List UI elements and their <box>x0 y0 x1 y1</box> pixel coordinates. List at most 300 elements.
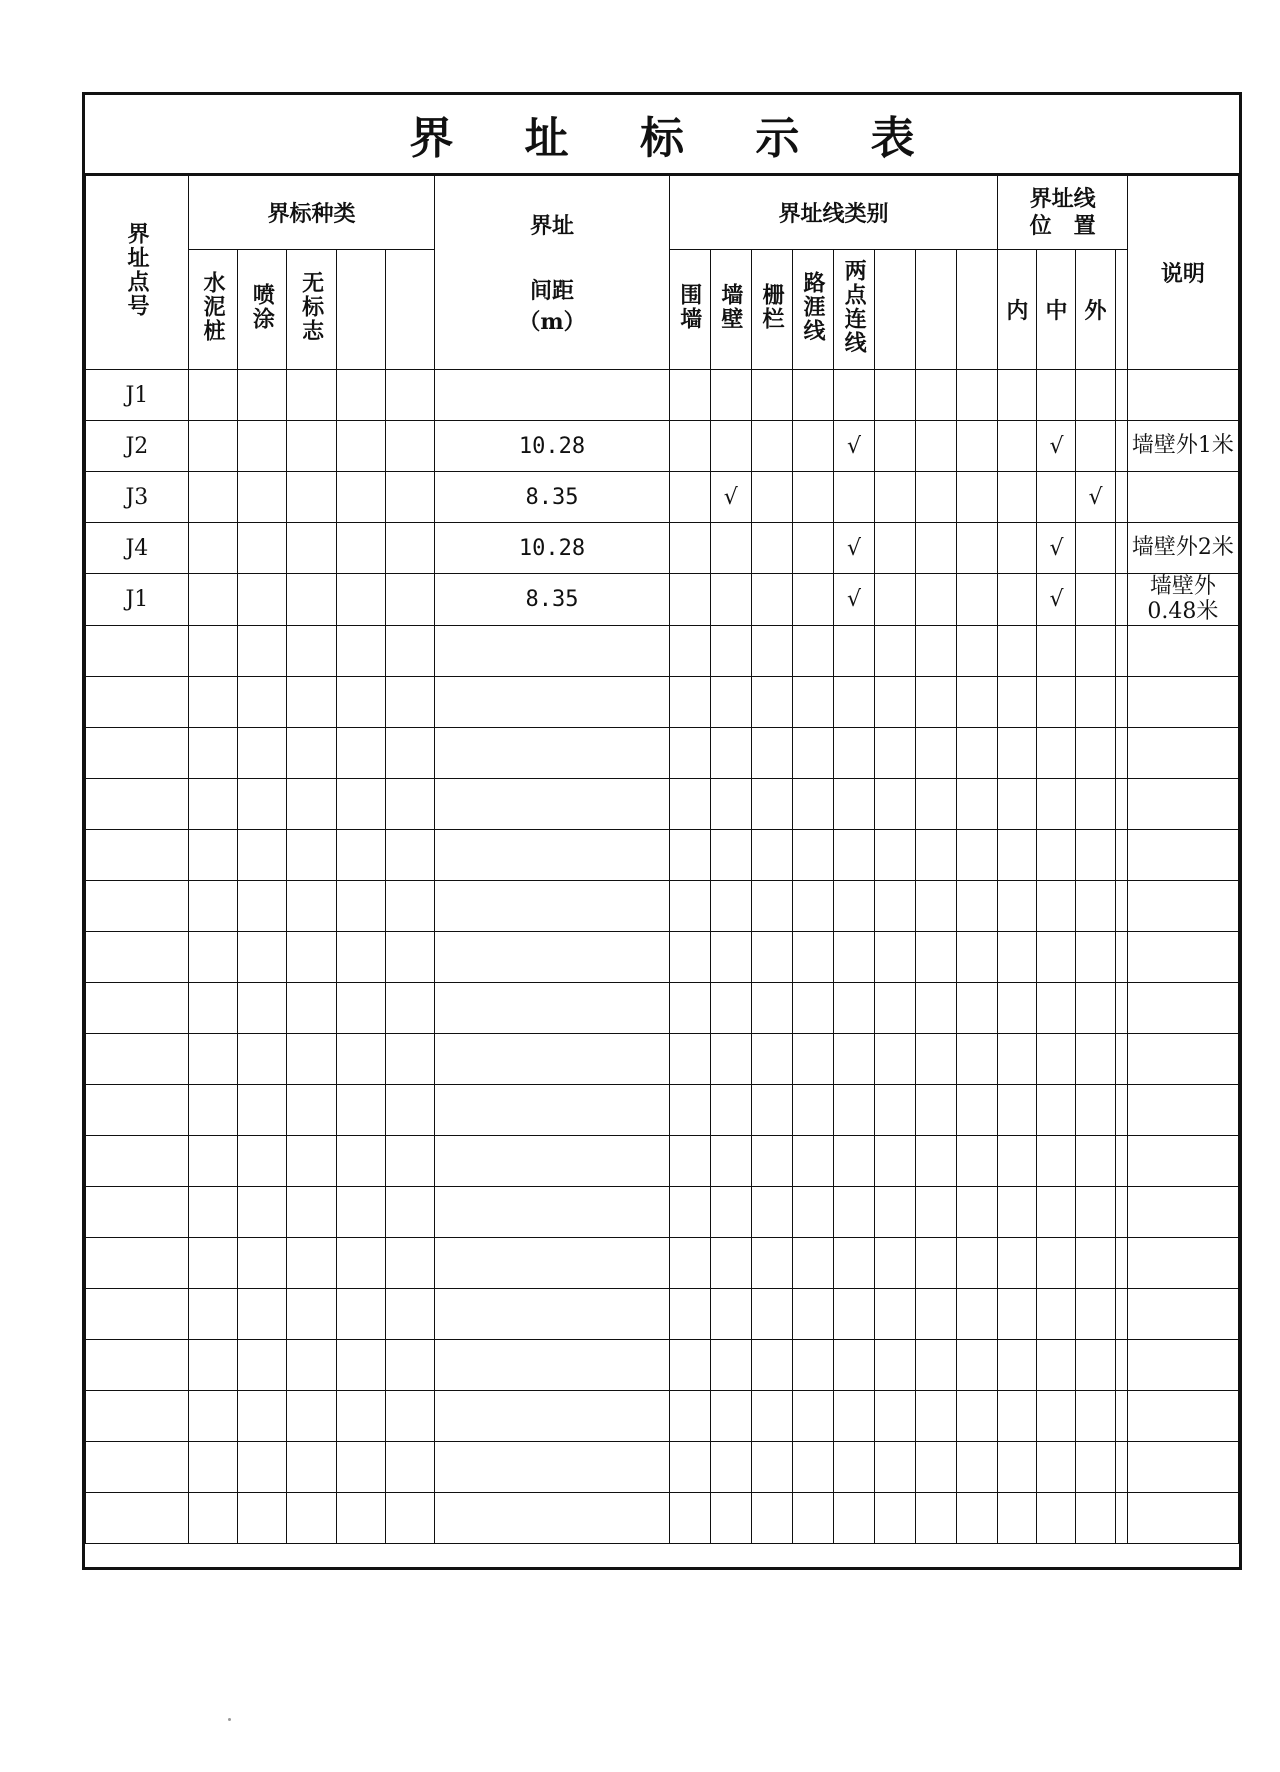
empty-cell <box>1115 880 1127 931</box>
line-type-cell <box>669 574 710 626</box>
empty-cell <box>336 1186 385 1237</box>
empty-cell <box>435 1339 669 1390</box>
empty-cell <box>916 1186 957 1237</box>
empty-cell <box>669 931 710 982</box>
empty-row <box>86 1135 1239 1186</box>
empty-cell <box>336 778 385 829</box>
empty-cell <box>435 829 669 880</box>
empty-cell <box>792 880 833 931</box>
empty-cell <box>710 1135 751 1186</box>
empty-cell <box>1115 1237 1127 1288</box>
empty-cell <box>875 1033 916 1084</box>
empty-cell <box>238 982 287 1033</box>
empty-cell <box>710 1339 751 1390</box>
empty-cell <box>957 1237 998 1288</box>
empty-cell <box>669 982 710 1033</box>
empty-cell <box>188 1390 237 1441</box>
line-type-cell <box>710 370 751 421</box>
line-type-cell <box>669 472 710 523</box>
line-type-check: √ <box>710 472 751 523</box>
empty-cell <box>875 778 916 829</box>
empty-cell <box>435 1237 669 1288</box>
empty-cell <box>188 1492 237 1543</box>
empty-cell <box>792 1390 833 1441</box>
marker-cell <box>238 370 287 421</box>
empty-cell <box>957 1390 998 1441</box>
empty-cell <box>792 931 833 982</box>
empty-cell <box>287 1339 336 1390</box>
line-type-check: √ <box>834 421 875 472</box>
empty-cell <box>386 1339 435 1390</box>
empty-row <box>86 676 1239 727</box>
empty-cell <box>1037 1288 1076 1339</box>
empty-cell <box>998 625 1037 676</box>
empty-cell <box>751 1339 792 1390</box>
empty-cell <box>792 1186 833 1237</box>
empty-cell <box>792 778 833 829</box>
empty-cell <box>1037 727 1076 778</box>
empty-cell <box>287 1237 336 1288</box>
empty-cell <box>287 1084 336 1135</box>
empty-cell <box>916 1084 957 1135</box>
empty-cell <box>1127 625 1238 676</box>
position-cell <box>1115 574 1127 626</box>
empty-cell <box>287 778 336 829</box>
empty-cell <box>957 625 998 676</box>
empty-cell <box>834 1033 875 1084</box>
position-cell <box>1037 370 1076 421</box>
empty-cell <box>1037 778 1076 829</box>
empty-cell <box>1115 625 1127 676</box>
empty-cell <box>1115 1288 1127 1339</box>
empty-cell <box>710 1237 751 1288</box>
line-type-cell <box>916 370 957 421</box>
line-type-cell <box>875 370 916 421</box>
marker-cell <box>386 370 435 421</box>
empty-cell <box>1115 1186 1127 1237</box>
empty-cell <box>238 625 287 676</box>
empty-cell <box>957 1441 998 1492</box>
point-no-cell: J3 <box>86 472 189 523</box>
empty-cell <box>336 982 385 1033</box>
empty-cell <box>86 1237 189 1288</box>
marker-cell <box>238 574 287 626</box>
empty-cell <box>669 1390 710 1441</box>
empty-cell <box>1115 1390 1127 1441</box>
empty-cell <box>1127 931 1238 982</box>
empty-cell <box>1127 1339 1238 1390</box>
empty-cell <box>1076 778 1115 829</box>
empty-cell <box>998 1033 1037 1084</box>
marker-cell <box>287 574 336 626</box>
empty-row <box>86 982 1239 1033</box>
empty-cell <box>1037 931 1076 982</box>
line-type-cell <box>875 574 916 626</box>
empty-cell <box>834 880 875 931</box>
empty-cell <box>957 727 998 778</box>
empty-cell <box>957 1033 998 1084</box>
marker-cell <box>287 472 336 523</box>
empty-cell <box>1115 982 1127 1033</box>
marker-cell <box>386 421 435 472</box>
empty-cell <box>188 1288 237 1339</box>
empty-cell <box>386 1135 435 1186</box>
marker-cell <box>386 523 435 574</box>
empty-cell <box>834 1186 875 1237</box>
empty-cell <box>435 1084 669 1135</box>
empty-cell <box>238 1033 287 1084</box>
empty-cell <box>336 1492 385 1543</box>
empty-cell <box>86 676 189 727</box>
point-no-cell: J1 <box>86 574 189 626</box>
empty-cell <box>710 778 751 829</box>
empty-cell <box>957 931 998 982</box>
empty-cell <box>238 1492 287 1543</box>
empty-cell <box>957 1135 998 1186</box>
empty-cell <box>386 1186 435 1237</box>
empty-cell <box>998 676 1037 727</box>
empty-cell <box>287 1390 336 1441</box>
marker-cell <box>188 370 237 421</box>
empty-cell <box>435 1390 669 1441</box>
position-cell <box>1076 574 1115 626</box>
empty-cell <box>336 1288 385 1339</box>
point-no-cell: J1 <box>86 370 189 421</box>
position-cell <box>1115 370 1127 421</box>
empty-cell <box>834 625 875 676</box>
header-position: 界址线位 置 <box>998 176 1127 250</box>
empty-cell <box>669 676 710 727</box>
marker-cell <box>386 574 435 626</box>
empty-cell <box>998 1084 1037 1135</box>
empty-cell <box>875 931 916 982</box>
empty-cell <box>916 931 957 982</box>
empty-cell <box>188 676 237 727</box>
empty-cell <box>710 1186 751 1237</box>
empty-cell <box>1037 1237 1076 1288</box>
empty-cell <box>834 1084 875 1135</box>
position-cell <box>998 574 1037 626</box>
empty-cell <box>669 1033 710 1084</box>
header-distance: 界址 间距 （m） <box>435 176 669 370</box>
empty-cell <box>875 1339 916 1390</box>
empty-cell <box>386 676 435 727</box>
empty-cell <box>751 1441 792 1492</box>
empty-cell <box>669 727 710 778</box>
empty-cell <box>916 1288 957 1339</box>
empty-cell <box>86 829 189 880</box>
empty-cell <box>1037 1390 1076 1441</box>
empty-cell <box>875 676 916 727</box>
empty-cell <box>834 778 875 829</box>
empty-cell <box>435 778 669 829</box>
empty-cell <box>238 1288 287 1339</box>
marker-cell <box>336 421 385 472</box>
note-cell <box>1127 370 1238 421</box>
empty-cell <box>238 1390 287 1441</box>
empty-cell <box>710 676 751 727</box>
line-type-cell <box>957 523 998 574</box>
empty-cell <box>386 1033 435 1084</box>
empty-cell <box>336 625 385 676</box>
empty-cell <box>834 1441 875 1492</box>
empty-cell <box>1037 1339 1076 1390</box>
boundary-grid <box>85 175 1239 1544</box>
empty-cell <box>188 829 237 880</box>
empty-cell <box>1127 1237 1238 1288</box>
empty-cell <box>238 1441 287 1492</box>
empty-cell <box>1127 982 1238 1033</box>
empty-cell <box>710 1492 751 1543</box>
empty-cell <box>751 1135 792 1186</box>
empty-cell <box>336 1135 385 1186</box>
scan-speck <box>228 1718 231 1721</box>
empty-cell <box>792 727 833 778</box>
empty-cell <box>1115 1033 1127 1084</box>
line-type-cell <box>751 523 792 574</box>
empty-cell <box>916 625 957 676</box>
header-marker-col: 喷涂 <box>238 250 287 370</box>
empty-cell <box>1115 727 1127 778</box>
empty-cell <box>1037 829 1076 880</box>
empty-cell <box>834 727 875 778</box>
table-row <box>86 574 1239 626</box>
empty-cell <box>1115 1135 1127 1186</box>
empty-cell <box>1115 1492 1127 1543</box>
empty-cell <box>957 1186 998 1237</box>
empty-cell <box>1127 1186 1238 1237</box>
header-line-type: 界址线类别 <box>669 176 998 250</box>
empty-cell <box>386 1390 435 1441</box>
empty-cell <box>875 982 916 1033</box>
empty-cell <box>86 1492 189 1543</box>
table-row <box>86 523 1239 574</box>
empty-cell <box>998 1135 1037 1186</box>
empty-cell <box>751 880 792 931</box>
empty-cell <box>710 1084 751 1135</box>
empty-cell <box>1076 1237 1115 1288</box>
empty-cell <box>86 1135 189 1186</box>
empty-cell <box>916 1492 957 1543</box>
empty-cell <box>1115 676 1127 727</box>
empty-cell <box>957 1084 998 1135</box>
empty-cell <box>287 982 336 1033</box>
empty-cell <box>1127 1084 1238 1135</box>
empty-cell <box>916 1033 957 1084</box>
empty-cell <box>86 931 189 982</box>
empty-cell <box>751 778 792 829</box>
position-cell <box>998 523 1037 574</box>
empty-cell <box>238 727 287 778</box>
empty-cell <box>287 1186 336 1237</box>
empty-cell <box>1115 829 1127 880</box>
empty-cell <box>710 829 751 880</box>
empty-cell <box>1115 778 1127 829</box>
empty-cell <box>435 676 669 727</box>
table-row <box>86 472 1239 523</box>
header-line-blank <box>916 250 957 370</box>
empty-cell <box>188 931 237 982</box>
empty-cell <box>792 829 833 880</box>
header-line-col: 两点连线 <box>834 250 875 370</box>
empty-cell <box>916 676 957 727</box>
distance-cell: 8.35 <box>435 574 669 626</box>
empty-cell <box>188 1441 237 1492</box>
empty-cell <box>435 1288 669 1339</box>
empty-cell <box>1127 676 1238 727</box>
empty-cell <box>875 1492 916 1543</box>
empty-cell <box>669 1084 710 1135</box>
empty-cell <box>188 1084 237 1135</box>
empty-cell <box>86 727 189 778</box>
empty-cell <box>287 880 336 931</box>
empty-cell <box>435 1492 669 1543</box>
empty-cell <box>792 1237 833 1288</box>
empty-cell <box>86 1441 189 1492</box>
empty-cell <box>834 676 875 727</box>
line-type-cell <box>710 523 751 574</box>
empty-cell <box>1115 1084 1127 1135</box>
empty-cell <box>751 982 792 1033</box>
empty-cell <box>386 727 435 778</box>
empty-cell <box>669 829 710 880</box>
empty-cell <box>386 829 435 880</box>
empty-cell <box>287 676 336 727</box>
line-type-cell <box>751 421 792 472</box>
line-type-cell <box>916 472 957 523</box>
position-cell <box>1115 523 1127 574</box>
empty-row <box>86 727 1239 778</box>
empty-cell <box>188 880 237 931</box>
empty-cell <box>751 931 792 982</box>
empty-cell <box>998 1339 1037 1390</box>
empty-cell <box>1076 625 1115 676</box>
empty-cell <box>1127 829 1238 880</box>
header-position-col: 中 <box>1037 250 1076 370</box>
empty-cell <box>875 1390 916 1441</box>
distance-cell: 10.28 <box>435 523 669 574</box>
marker-cell <box>188 523 237 574</box>
empty-cell <box>386 778 435 829</box>
empty-cell <box>1076 1288 1115 1339</box>
empty-cell <box>1037 1135 1076 1186</box>
empty-cell <box>435 1441 669 1492</box>
empty-cell <box>710 625 751 676</box>
empty-cell <box>386 1237 435 1288</box>
empty-cell <box>1037 625 1076 676</box>
empty-cell <box>1076 1441 1115 1492</box>
empty-cell <box>386 1288 435 1339</box>
empty-cell <box>875 1186 916 1237</box>
empty-cell <box>998 931 1037 982</box>
line-type-cell <box>957 370 998 421</box>
header-line-col: 墙壁 <box>710 250 751 370</box>
empty-cell <box>669 1339 710 1390</box>
empty-cell <box>1037 982 1076 1033</box>
empty-cell <box>86 880 189 931</box>
empty-cell <box>957 829 998 880</box>
line-type-cell <box>875 523 916 574</box>
empty-cell <box>386 880 435 931</box>
empty-cell <box>957 1288 998 1339</box>
empty-cell <box>336 880 385 931</box>
empty-cell <box>916 1237 957 1288</box>
empty-cell <box>1076 880 1115 931</box>
empty-cell <box>188 1186 237 1237</box>
marker-cell <box>287 421 336 472</box>
empty-cell <box>792 676 833 727</box>
empty-cell <box>386 1492 435 1543</box>
empty-cell <box>1037 880 1076 931</box>
empty-cell <box>1037 1492 1076 1543</box>
empty-cell <box>875 829 916 880</box>
position-cell <box>998 421 1037 472</box>
empty-cell <box>86 982 189 1033</box>
line-type-cell <box>792 370 833 421</box>
empty-cell <box>1076 1135 1115 1186</box>
empty-cell <box>1115 1339 1127 1390</box>
empty-cell <box>287 1033 336 1084</box>
empty-cell <box>1076 982 1115 1033</box>
line-type-cell <box>669 370 710 421</box>
table-row <box>86 370 1239 421</box>
header-position-col: 内 <box>998 250 1037 370</box>
empty-cell <box>710 1033 751 1084</box>
empty-cell <box>188 1033 237 1084</box>
marker-cell <box>188 421 237 472</box>
empty-cell <box>751 1288 792 1339</box>
page-title: 界 址 标 示 表 <box>409 113 943 164</box>
empty-row <box>86 1186 1239 1237</box>
empty-cell <box>86 1084 189 1135</box>
empty-cell <box>957 982 998 1033</box>
line-type-cell <box>710 421 751 472</box>
empty-cell <box>669 1492 710 1543</box>
position-cell <box>1076 523 1115 574</box>
empty-cell <box>998 778 1037 829</box>
empty-cell <box>287 1135 336 1186</box>
empty-cell <box>287 1492 336 1543</box>
header-note: 说明 <box>1127 176 1238 370</box>
empty-cell <box>238 1339 287 1390</box>
line-type-cell <box>834 370 875 421</box>
empty-cell <box>916 1390 957 1441</box>
empty-cell <box>710 1288 751 1339</box>
empty-cell <box>336 1237 385 1288</box>
header-line-blank <box>875 250 916 370</box>
empty-cell <box>287 625 336 676</box>
line-type-cell <box>751 472 792 523</box>
marker-cell <box>238 472 287 523</box>
line-type-cell <box>957 421 998 472</box>
empty-cell <box>336 1390 385 1441</box>
empty-cell <box>792 625 833 676</box>
empty-cell <box>86 1288 189 1339</box>
header-marker-col: 水泥桩 <box>188 250 237 370</box>
empty-cell <box>998 727 1037 778</box>
line-type-check: √ <box>834 523 875 574</box>
line-type-cell <box>957 574 998 626</box>
header-line-col: 路涯线 <box>792 250 833 370</box>
empty-cell <box>188 1135 237 1186</box>
empty-cell <box>435 880 669 931</box>
marker-cell <box>336 523 385 574</box>
line-type-cell <box>792 523 833 574</box>
empty-cell <box>710 880 751 931</box>
empty-cell <box>792 1339 833 1390</box>
empty-cell <box>751 1390 792 1441</box>
empty-cell <box>834 1339 875 1390</box>
